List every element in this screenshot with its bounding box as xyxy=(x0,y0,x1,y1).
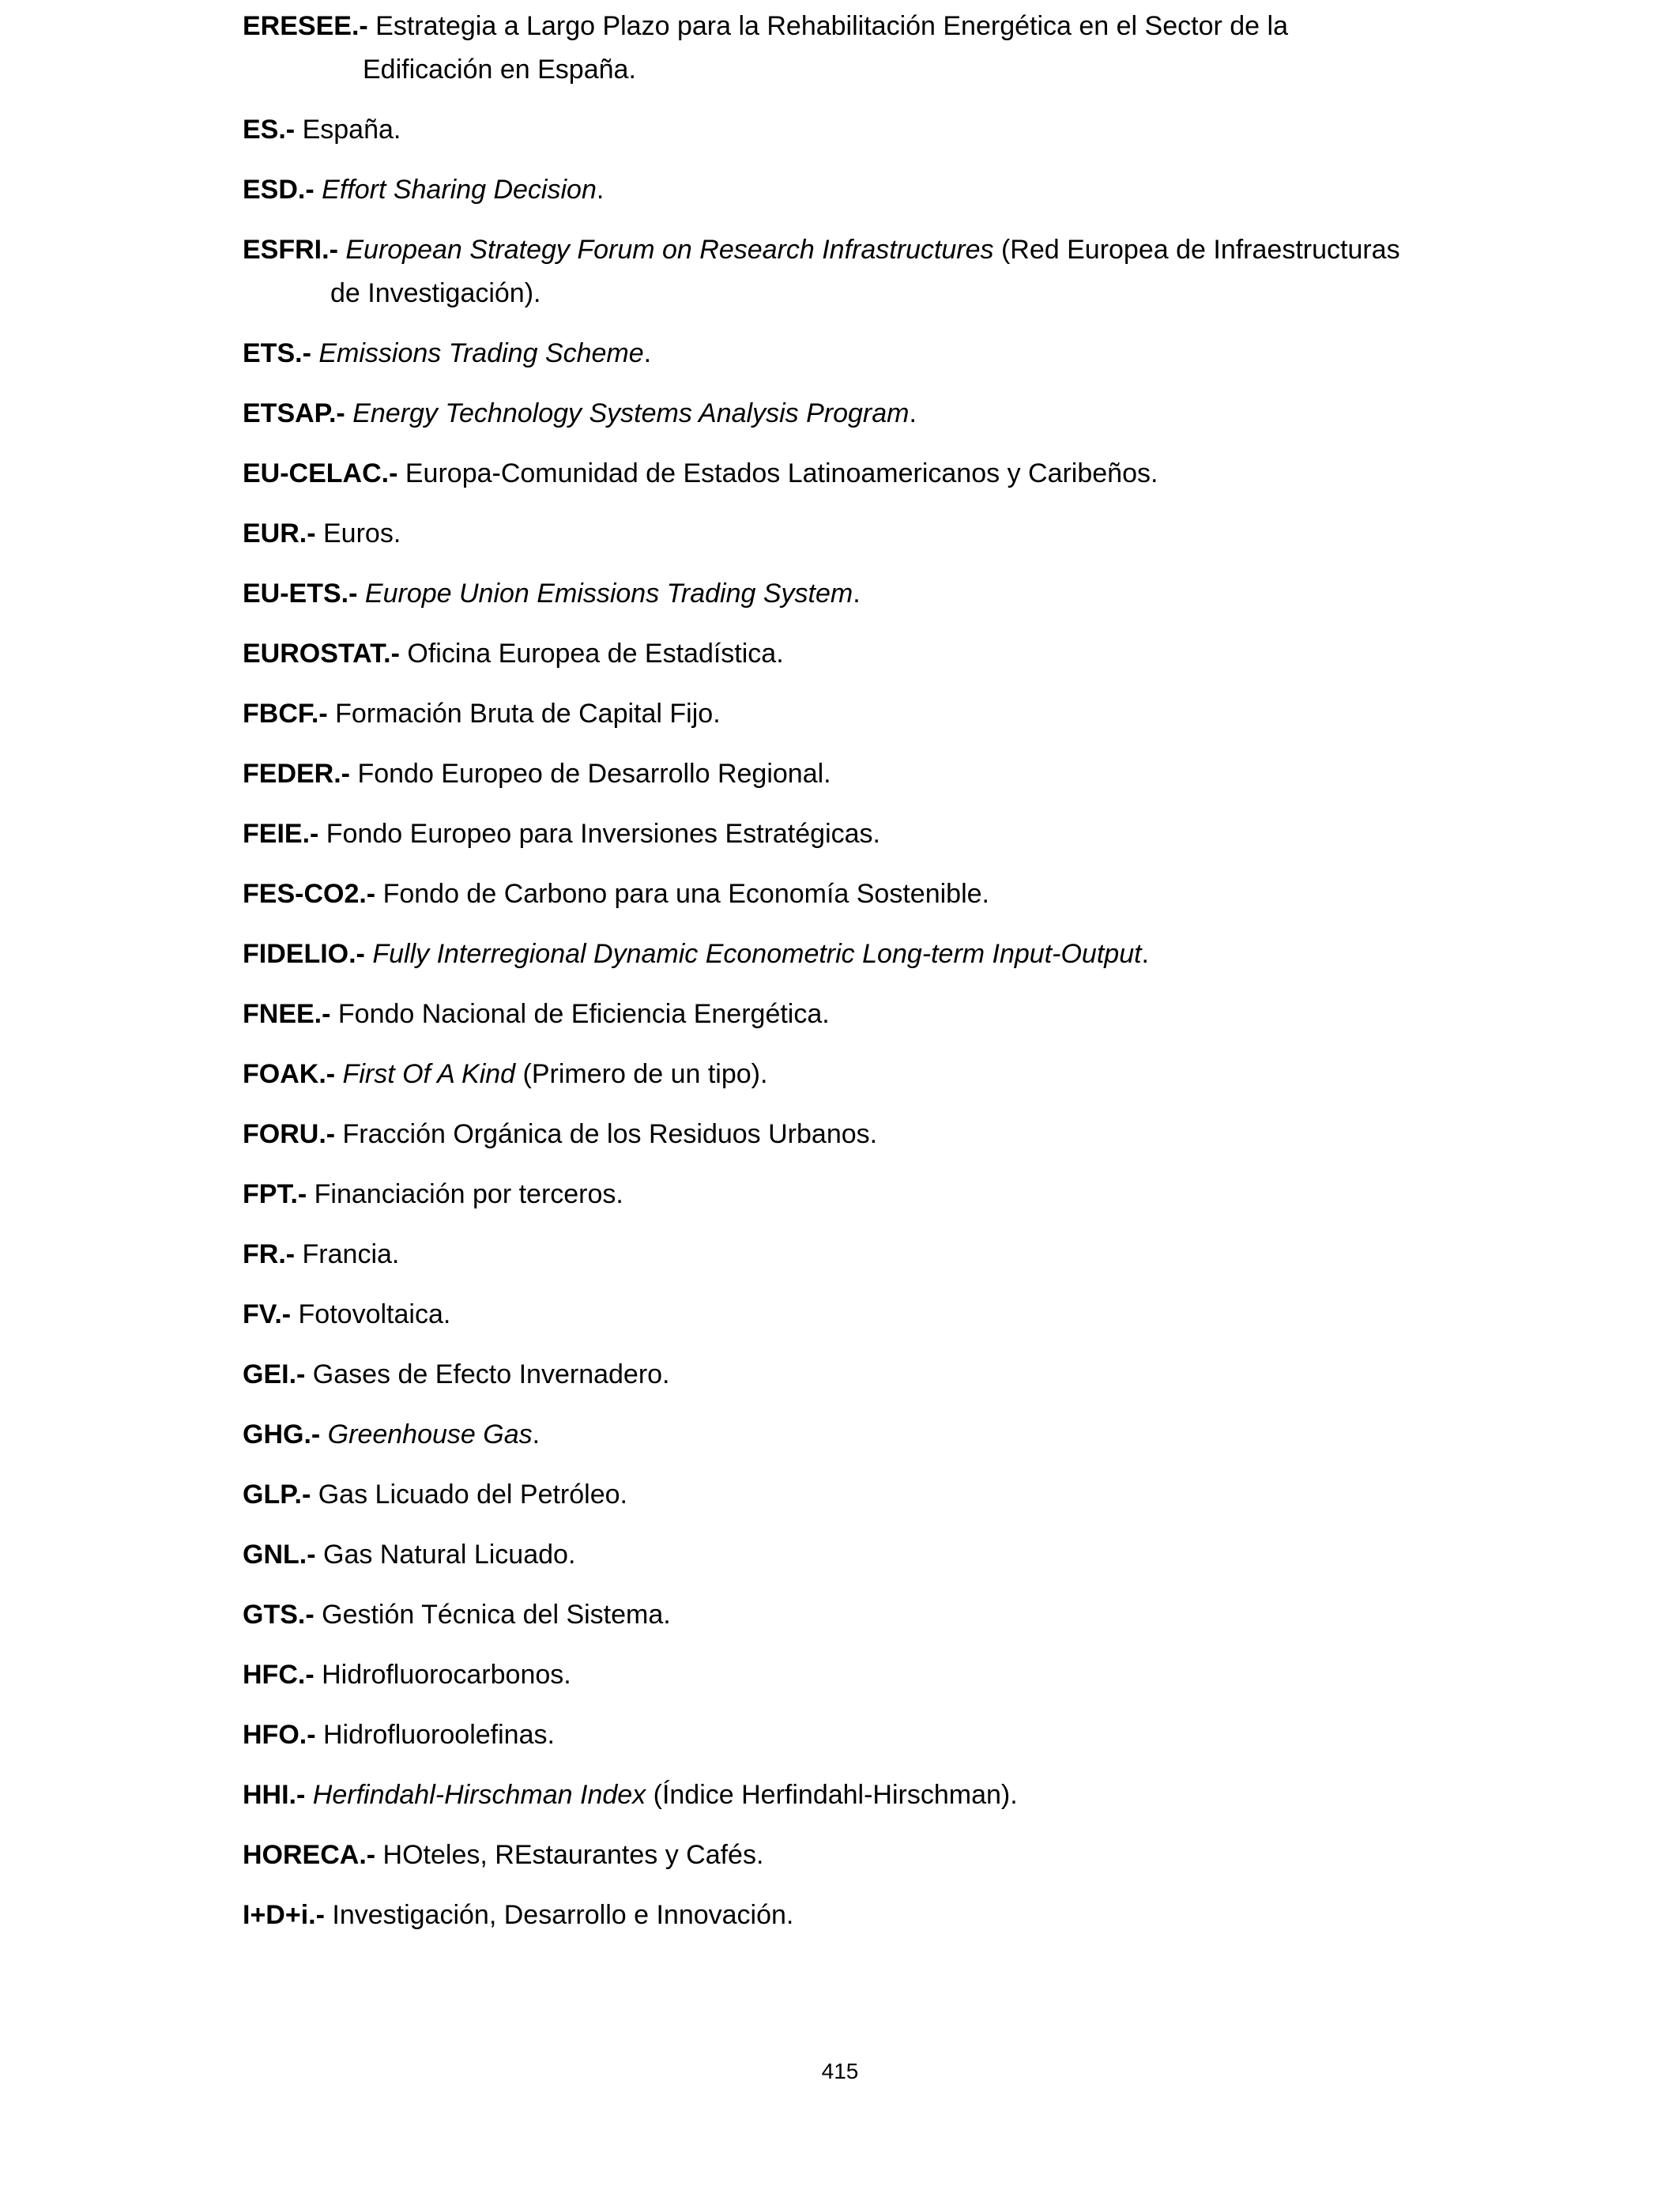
definition-text: . xyxy=(596,175,605,205)
acronym-term: FR.- xyxy=(243,1239,296,1269)
acronym-term: FOAK.- xyxy=(243,1059,336,1089)
definition-text xyxy=(320,1419,327,1449)
glossary-entry xyxy=(243,572,1475,616)
definition-text: . xyxy=(643,338,652,368)
glossary-entry xyxy=(243,933,1475,976)
definition-text xyxy=(338,235,345,265)
glossary-entry xyxy=(243,1113,1475,1156)
glossary-entry xyxy=(243,1053,1475,1096)
definition-italic-text: Europe Union Emissions Trading System xyxy=(364,579,853,609)
definition-text: Francia. xyxy=(295,1239,400,1269)
glossary-entry xyxy=(243,332,1475,375)
definition-text: Gas Licuado del Petróleo. xyxy=(311,1480,627,1510)
glossary-entry xyxy=(243,1293,1475,1336)
acronym-term: GLP.- xyxy=(243,1480,311,1510)
definition-text: (Primero de un tipo). xyxy=(515,1059,768,1089)
glossary-entry xyxy=(243,512,1475,556)
acronym-term: FPT.- xyxy=(243,1179,307,1209)
definition-text: Fondo de Carbono para una Economía Sostenible. xyxy=(375,879,989,909)
definition-text: Gestión Técnica del Sistema. xyxy=(314,1600,671,1630)
definition-italic-text: First Of A Kind xyxy=(342,1059,516,1089)
definition-italic-text: Greenhouse Gas xyxy=(327,1419,533,1449)
definition-italic-text: Energy Technology Systems Analysis Program xyxy=(352,398,910,428)
glossary-entry xyxy=(243,993,1475,1036)
glossary-entry xyxy=(243,1533,1475,1577)
acronym-term: HHI.- xyxy=(243,1780,306,1810)
glossary-entry xyxy=(243,873,1475,916)
acronym-term: ERESEE.- xyxy=(243,11,368,41)
definition-text: Formación Bruta de Capital Fijo. xyxy=(327,699,721,729)
definition-text: Hidrofluoroolefinas. xyxy=(315,1720,555,1750)
glossary-entry xyxy=(243,168,1475,212)
definition-text xyxy=(345,398,352,428)
definition-italic-text: Effort Sharing Decision xyxy=(322,175,597,205)
definition-text xyxy=(365,939,372,969)
definition-text: Gas Natural Licuado. xyxy=(315,1540,576,1570)
definition-text: Fondo Europeo para Inversiones Estratégicas. xyxy=(318,819,880,849)
definition-text: Europa-Comunidad de Estados Latinoamericanos y Caribeños. xyxy=(397,458,1158,488)
acronym-term: EUROSTAT.- xyxy=(243,639,400,669)
glossary-entry xyxy=(243,452,1475,496)
glossary-entry xyxy=(243,752,1475,796)
definition-text xyxy=(335,1059,342,1089)
definition-text: Financiación por terceros. xyxy=(307,1179,623,1209)
glossary-entry xyxy=(243,632,1475,676)
definition-italic-text: European Strategy Forum on Research Infrastructures xyxy=(345,235,994,265)
glossary-entry xyxy=(243,812,1475,856)
acronym-term: FEDER.- xyxy=(243,759,350,789)
definition-text: Oficina Europea de Estadística. xyxy=(399,639,784,669)
definition-text: (Red Europea de Infraestructuras xyxy=(993,235,1400,265)
definition-text: Euros. xyxy=(315,518,401,548)
acronym-term: GNL.- xyxy=(243,1540,316,1570)
glossary-entry xyxy=(243,1653,1475,1697)
acronym-term: ESFRI.- xyxy=(243,235,338,265)
acronym-term: FNEE.- xyxy=(243,999,331,1029)
definition-text: . xyxy=(1141,939,1149,969)
glossary-entry xyxy=(243,228,1475,315)
definition-italic-text: Fully Interregional Dynamic Econometric Long-term Input-Output xyxy=(372,939,1142,969)
definition-text: Gases de Efecto Invernadero. xyxy=(305,1359,670,1389)
acronym-term: HFO.- xyxy=(243,1720,316,1750)
definition-text xyxy=(311,338,318,368)
acronym-term: GEI.- xyxy=(243,1359,306,1389)
definition-text: . xyxy=(909,398,917,428)
glossary-entry xyxy=(243,1713,1475,1757)
definition-italic-text: Emissions Trading Scheme xyxy=(318,338,644,368)
definition-text: Fracción Orgánica de los Residuos Urbanos. xyxy=(335,1119,878,1149)
glossary-entry xyxy=(243,1774,1475,1817)
glossary-entry xyxy=(243,5,1475,92)
acronym-term: I+D+i.- xyxy=(243,1900,325,1930)
acronym-glossary xyxy=(243,5,1475,1954)
definition-continuation: Edificación en España. xyxy=(363,55,636,85)
glossary-entry xyxy=(243,1233,1475,1276)
acronym-term: ETS.- xyxy=(243,338,311,368)
glossary-entry xyxy=(243,1473,1475,1517)
definition-text: Investigación, Desarrollo e Innovación. xyxy=(324,1900,794,1930)
acronym-term: FIDELIO.- xyxy=(243,939,365,969)
acronym-term: GTS.- xyxy=(243,1600,315,1630)
acronym-term: HORECA.- xyxy=(243,1840,376,1870)
glossary-entry xyxy=(243,108,1475,152)
definition-text: Fondo Europeo de Desarrollo Regional. xyxy=(350,759,831,789)
glossary-entry xyxy=(243,692,1475,736)
definition-text xyxy=(357,579,364,609)
acronym-term: FEIE.- xyxy=(243,819,319,849)
acronym-term: EUR.- xyxy=(243,518,316,548)
definition-text: HOteles, REstaurantes y Cafés. xyxy=(375,1840,764,1870)
definition-text xyxy=(315,175,322,205)
definition-text: (Índice Herfindahl-Hirschman). xyxy=(646,1780,1018,1810)
acronym-term: FES-CO2.- xyxy=(243,879,376,909)
glossary-entry xyxy=(243,1353,1475,1397)
glossary-entry xyxy=(243,1834,1475,1877)
glossary-entry xyxy=(243,392,1475,435)
glossary-entry xyxy=(243,1593,1475,1637)
acronym-term: FV.- xyxy=(243,1299,292,1329)
acronym-term: HFC.- xyxy=(243,1660,315,1690)
glossary-entry xyxy=(243,1413,1475,1457)
acronym-term: ES.- xyxy=(243,115,296,145)
definition-text xyxy=(305,1780,312,1810)
acronym-term: GHG.- xyxy=(243,1419,321,1449)
definition-text: Fotovoltaica. xyxy=(291,1299,451,1329)
glossary-entry xyxy=(243,1173,1475,1216)
page-number: 415 xyxy=(821,2059,859,2083)
definition-text: Fondo Nacional de Eficiencia Energética. xyxy=(330,999,830,1029)
acronym-term: EU-CELAC.- xyxy=(243,458,398,488)
acronym-term: FORU.- xyxy=(243,1119,336,1149)
definition-text: . xyxy=(532,1419,541,1449)
definition-text: . xyxy=(853,579,861,609)
acronym-term: FBCF.- xyxy=(243,699,328,729)
definition-text: Hidrofluorocarbonos. xyxy=(314,1660,571,1690)
acronym-term: ETSAP.- xyxy=(243,398,345,428)
glossary-entry xyxy=(243,1894,1475,1937)
acronym-term: ESD.- xyxy=(243,175,315,205)
definition-continuation: de Investigación). xyxy=(330,278,541,308)
definition-italic-text: Herfindahl-Hirschman Index xyxy=(312,1780,646,1810)
definition-text: Estrategia a Largo Plazo para la Rehabilitación Energética en el Sector de la xyxy=(367,11,1288,41)
acronym-term: EU-ETS.- xyxy=(243,579,358,609)
definition-text: España. xyxy=(295,115,401,145)
